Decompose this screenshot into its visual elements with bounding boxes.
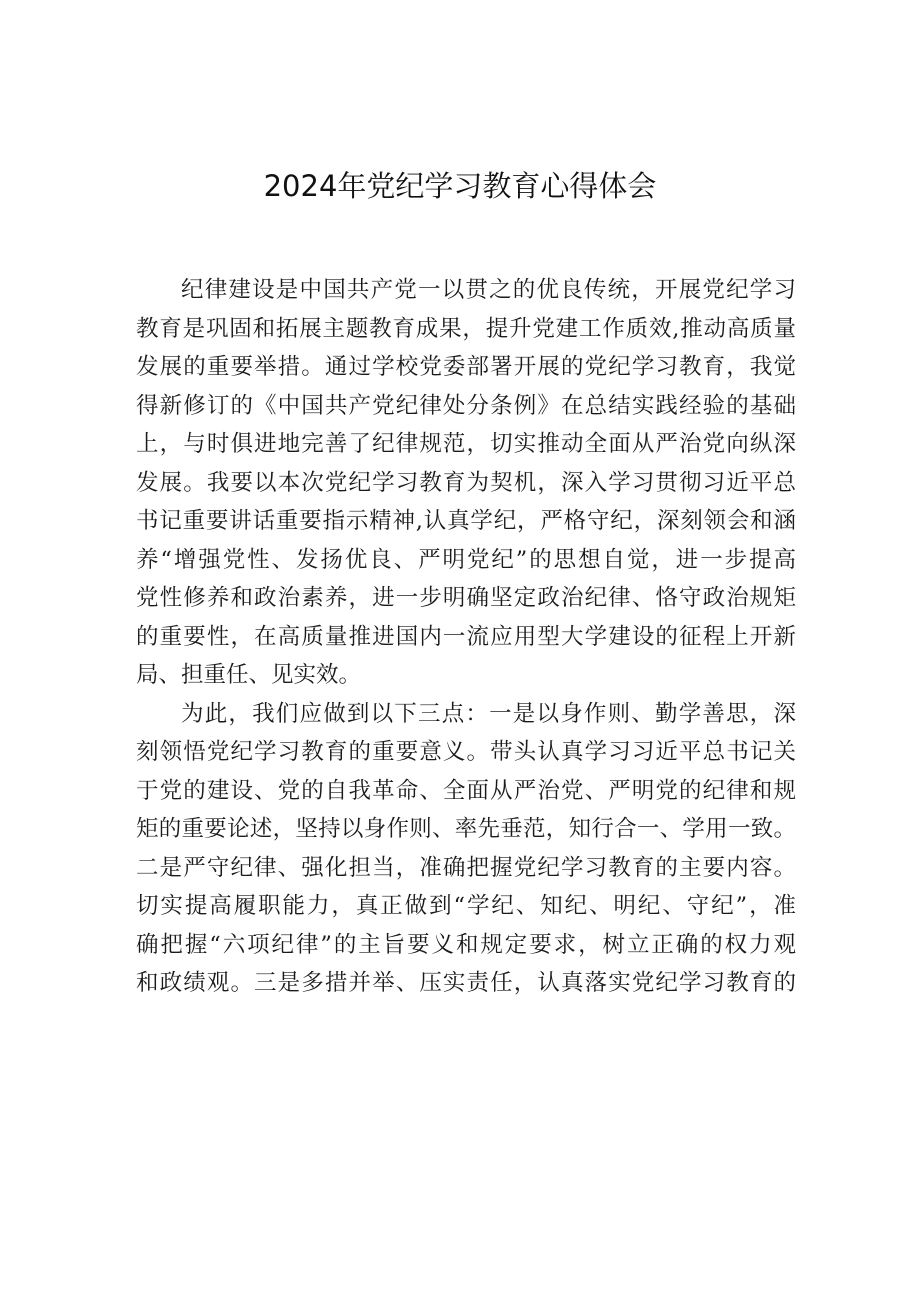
- text-line: 养“增强党性、发扬优良、严明党纪”的思想自觉，进一步提高: [136, 546, 796, 573]
- text-line: 于党的建设、党的自我革命、全面从严治党、严明党的纪律和规: [136, 777, 796, 804]
- text-line: 切实提高履职能力，真正做到“学纪、知纪、明纪、守纪”，准: [136, 893, 796, 919]
- text-line: 和政绩观。三是多措并举、压实责任，认真落实党纪学习教育的: [136, 970, 796, 996]
- text-line: 党性修养和政治素养，进一步明确坚定政治纪律、恪守政治规矩: [136, 585, 796, 611]
- text-line: 纪律建设是中国共产党一以贯之的优良传统，开展党纪学习: [181, 277, 796, 303]
- text-line: 书记重要讲话重要指示精神,认真学纪，严格守纪，深刻领会和涵: [136, 508, 796, 534]
- text-line: 上，与时俱进地完善了纪律规范，切实推动全面从严治党向纵深: [136, 431, 796, 457]
- paragraph-1: [136, 271, 796, 695]
- text-line: 教育是巩固和拓展主题教育成果，提升党建工作质效,推动高质量: [136, 315, 796, 342]
- text-line: 的重要性，在高质量推进国内一流应用型大学建设的征程上开新: [136, 623, 796, 650]
- text-line: 局、担重任、见实效。: [136, 662, 362, 688]
- text-line: 确把握“六项纪律”的主旨要义和规定要求，树立正确的权力观: [136, 931, 796, 958]
- document-body: [136, 271, 796, 1003]
- text-line: 得新修订的《中国共产党纪律处分条例》在总结实践经验的基础: [136, 392, 796, 419]
- text-line: 矩的重要论述，坚持以身作则、率先垂范，知行合一、学用一致。: [136, 816, 796, 842]
- text-line: 发展。我要以本次党纪学习教育为契机，深入学习贯彻习近平总: [136, 469, 796, 496]
- text-line: 二是严守纪律、强化担当，准确把握党纪学习教育的主要内容。: [136, 854, 796, 881]
- text-line: 刻领悟党纪学习教育的重要意义。带头认真学习习近平总书记关: [136, 739, 796, 765]
- document-title: 2024年党纪学习教育心得体会: [263, 169, 657, 203]
- text-line: 为此，我们应做到以下三点：一是以身作则、勤学善思，深: [181, 700, 796, 727]
- paragraph-2: [136, 695, 796, 1003]
- text-line: 发展的重要举措。通过学校党委部署开展的党纪学习教育，我觉: [136, 354, 796, 380]
